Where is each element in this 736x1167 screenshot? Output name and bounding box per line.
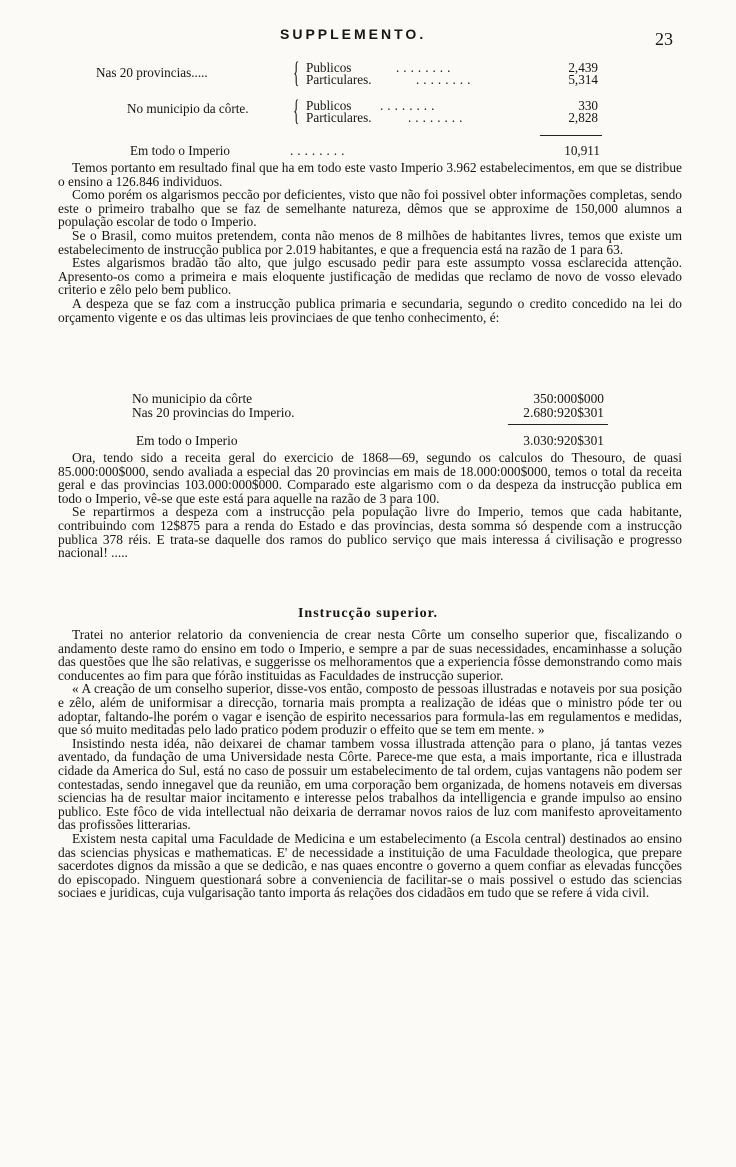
despeza-label: Nas 20 provincias do Imperio.: [132, 405, 295, 420]
leader-dots: ........: [416, 72, 475, 87]
stat-particulares-label: Particulares.: [306, 110, 372, 125]
despeza-label: No municipio da côrte: [132, 391, 253, 406]
paragraph: Tratei no anterior relatorio da conveniencia de crear nesta Côrte um conselho superior que, fiscalizando o andamento deste ramo do ensino em todo o Imperio, e sempre a par de suas necessidades, encaminhasse a solução das questões que lhe são relativas, e suggerisse os melhoramentos que a experiencia fôsse demonstrando como mais conducentes ao fim para que fórão instituidas as Faculdades de instrucção superior.: [58, 627, 682, 683]
sum-rule: [508, 424, 608, 425]
paragraph: A despeza que se faz com a instrucção publica primaria e secundaria, segundo o credito concedido na lei do orçamento vigente e os das ultimas leis provinciaes de que tenho conhecimento, é:: [58, 295, 682, 325]
stat-value: 10,911: [564, 143, 600, 158]
stat-particulares-label: Particulares.: [306, 72, 372, 87]
section-title: Instrucção superior.: [297, 606, 439, 621]
text-block-3: [58, 628, 682, 900]
despeza-value: 350:000$000: [533, 391, 604, 406]
paragraph: Ora, tendo sido a receita geral do exercicio de 1868—69, segundo os calculos do Thesouro, de quasi 85.000:000$000, sendo avaliada a especial das 20 provincias em mais de 18.000:000$000, temos o total da receita geral e das provincias 103.000:000$000. Comparado este algarismo com o da despeza da instrucção publica em todo o Imperio, vê-se que este está para aquelle na razão de 3 para 100.: [58, 450, 682, 506]
stat-provincias: [96, 56, 636, 89]
leader-dots: ........: [396, 60, 455, 75]
paragraph: Se o Brasil, como muitos pretendem, conta não menos de 8 milhões de habitantes livres, temos que existe um estabelecimento de instrucção publica por 2.019 habitantes, e que a frequencia está na razão de 1 para 63.: [58, 227, 682, 257]
leader-dots: ........: [290, 143, 349, 158]
despeza-total-value: 3.030:920$301: [523, 433, 604, 448]
paragraph: « A creação de um conselho superior, disse-vos então, composto de pessoas illustradas e notaveis por sua posição e zêlo, além de uniformisar a direcção, tornaria mais prompta a realização de idéas que o ministro póde ter ou adoptar, faltando-lhe porém o vagar e isenção de espirito necessarios para formula-las em regulamentos e medidas, que só muito meditadas pelo lado pratico podem produzir o effeito que se tem em mente. »: [58, 681, 682, 738]
stat-publicos-label: Publicos: [306, 98, 352, 113]
paragraph: Como porém os algarismos peccão por deficientes, visto que não foi possivel obter informações completas, sendo este o primeiro trabalho que se faz de semelhante natureza, dêmos que se approxime de 150,000 alumnos a população escolar de todo o Imperio.: [58, 187, 682, 230]
paragraph: Temos portanto em resultado final que ha em todo este vasto Imperio 3.962 estabelecimentos, em que se distribue o ensino a 126.846 individuos.: [58, 160, 682, 189]
despeza-total-label: Em todo o Imperio: [136, 433, 238, 448]
despeza-provincias-row: [132, 405, 612, 421]
stat-value: 5,314: [568, 72, 598, 87]
paragraph: Se repartirmos a despeza com a instrucção pela população livre do Imperio, temos que cada habitante, contribuindo com 12$875 para a renda do Estado e das provincias, desta somma só despende com a instrucção publica 378 réis. E trata-se daquelle dos ramos do publico serviço que mais interessa á civilisação e progresso nacional! .....: [58, 504, 682, 561]
despeza-total-row: [136, 433, 616, 449]
text-block-2: [58, 451, 682, 560]
stat-municipio: [96, 94, 636, 127]
page-number: 23: [655, 29, 673, 49]
despeza-value: 2.680:920$301: [523, 405, 604, 420]
paragraph: Insistindo nesta idéa, não deixarei de chamar tambem vossa illustrada attenção para o plano, já tantas vezes aventado, da fundação de uma Universidade nesta Côrte. Parece-me que esta, a mais importante, rica e illustrada cidade da America do Sul, está no caso de possuir um estabelecimento de tal ordem, cujas vantagens não podem ser contestadas, sendo innegavel que da reunião, em uma corporação bem organizada, de homens notaveis em diversas sciencias ha de resultar maior incitamento e interesse pelos trabalhos da intelligencia e grande impulso ao ensino publico. Este fôco de vida intellectual não deixaria de derramar novos raios de luz com manifesto aproveitamento das profissões litterarias.: [58, 735, 682, 833]
stat-total-label: Em todo o Imperio: [130, 143, 230, 158]
stat-municipio-label: No municipio da côrte.: [127, 101, 249, 116]
leader-dots: ........: [380, 98, 439, 113]
stat-value: 330: [578, 98, 598, 113]
stat-provincias-label: Nas 20 provincias.....: [96, 65, 208, 80]
stat-total: [130, 144, 610, 158]
brace-icon: {: [293, 94, 300, 127]
text-block-1: [58, 161, 682, 324]
leader-dots: ........: [408, 110, 467, 125]
stat-publicos-label: Publicos: [306, 60, 352, 75]
brace-icon: {: [293, 56, 300, 89]
paragraph: Estes algarismos bradão tão alto, que julgo escusado pedir para este assumpto vossa esclarecida attenção. Apresento-os como a primeira e mais eloquente justificação de medidas que reclamo de novo de vosso elevado criterio e zêlo pelo bem publico.: [58, 255, 682, 298]
paragraph: Existem nesta capital uma Faculdade de Medicina e um estabelecimento (a Escola central) destinados ao ensino das sciencias physicas e mathematicas. E' de necessidade a instituição de uma Faculdade theologica, que prepare sacerdotes dignos da missão a que se dedicão, e nas quaes encontre o governo a quem confiar as elevadas funcções do episcopado. Ninguem questionará sobre a conveniencia de facilitar-se o mais possivel o estudo das sciencias sociaes e juridicas, cuja vulgarisação tanto importa ás relações dos cidadãos em tudo que se refere á vida civil.: [58, 830, 682, 901]
running-head: SUPPLEMENTO.: [280, 26, 427, 42]
sum-rule: [540, 135, 602, 136]
stat-value: 2,828: [568, 110, 598, 125]
stat-value: 2,439: [568, 60, 598, 75]
page-header: [0, 26, 736, 50]
